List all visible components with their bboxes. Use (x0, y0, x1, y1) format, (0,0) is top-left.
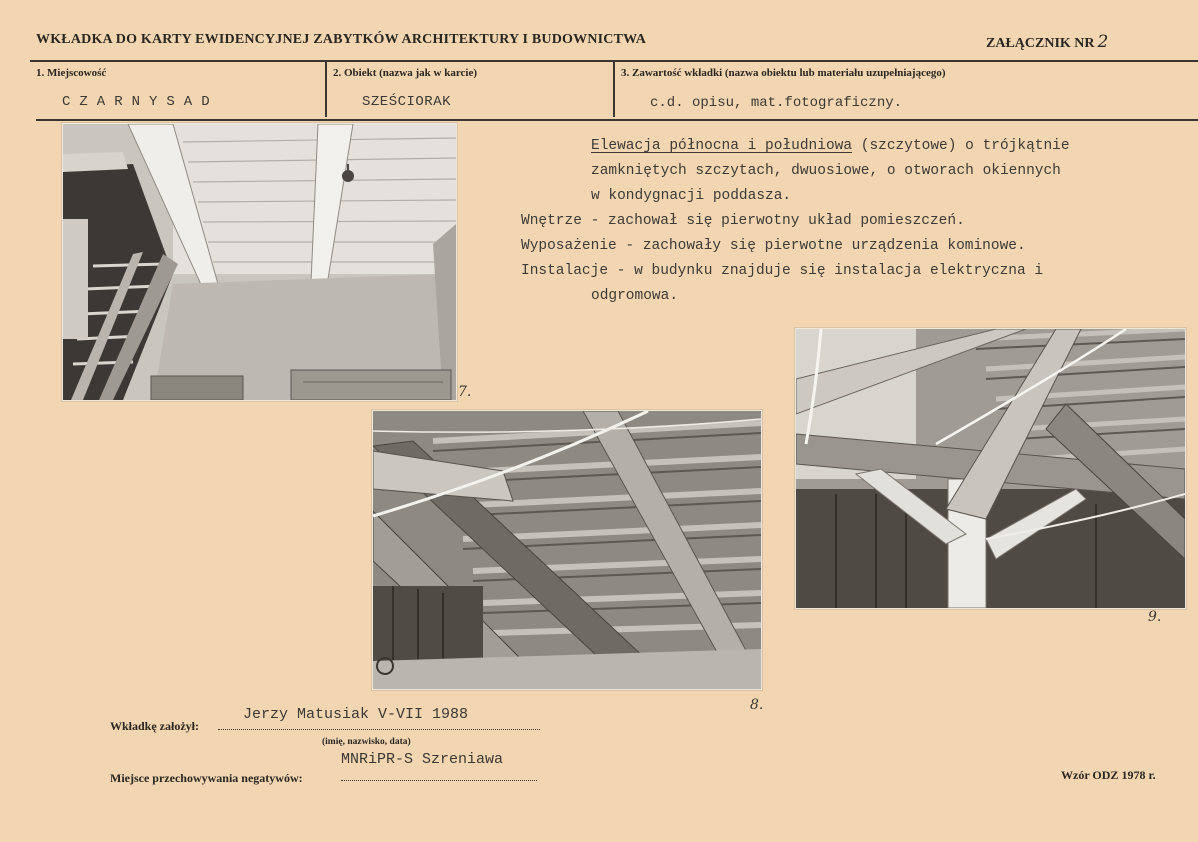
photo-interior-staircase (62, 123, 457, 401)
description-line-6: Instalacje - w budynku znajduje się instalacja elektryczna i (521, 263, 1044, 279)
description-line-5: Wyposażenie - zachowały się pierwotne urządzenia kominowe. (521, 238, 1026, 254)
field-label-locality: 1. Miejscowość (36, 67, 107, 79)
photo-roof-truss (795, 328, 1186, 609)
page-title: WKŁADKA DO KARTY EWIDENCYJNEJ ZABYTKÓW ARCHITEKTURY I BUDOWNICTWA (36, 32, 647, 47)
annex-handwritten-number: 2 (1097, 32, 1109, 52)
photo-interior-staircase-image (63, 124, 456, 400)
header-rule-bottom (36, 119, 1198, 121)
photo-roof-rafters-image (373, 411, 761, 689)
field-label-object: 2. Obiekt (nazwa jak w karcie) (333, 67, 478, 79)
founder-hint: (imię, nazwisko, data) (322, 737, 411, 747)
photo-number-8: 8. (750, 697, 764, 713)
field-label-contents: 3. Zawartość wkładki (nazwa obiektu lub materiału uzupełniającego) (621, 67, 946, 79)
field-value-object: SZEŚCIORAK (362, 94, 452, 110)
field-value-locality: CZARNYSAD (62, 94, 219, 110)
description-line-3: w kondygnacji poddasza. (591, 188, 792, 204)
storage-value: MNRiPR-S Szreniawa (341, 751, 504, 768)
description-line-1-rest: (szczytowe) o trójkątnie (852, 138, 1070, 154)
description-line-4: Wnętrze - zachował się pierwotny układ pomieszczeń. (521, 213, 965, 229)
description-heading: Elewacja północna i południowa (591, 138, 853, 154)
photo-number-7: 7. (458, 384, 472, 400)
field-divider-1 (325, 61, 327, 117)
storage-line (341, 780, 537, 781)
founder-label: Wkładkę założył: (110, 719, 199, 733)
description-line-2: zamkniętych szczytach, dwuosiowe, o otworach okiennych (591, 163, 1061, 179)
form-id: Wzór ODZ 1978 r. (1061, 768, 1156, 782)
founder-line (218, 729, 540, 730)
photo-number-9: 9. (1148, 609, 1162, 625)
description-line-1 (591, 134, 1070, 158)
storage-label: Miejsce przechowywania negatywów: (110, 771, 303, 785)
photo-roof-rafters (372, 410, 762, 690)
field-value-contents: c.d. opisu, mat.fotograficzny. (650, 95, 903, 111)
photo-roof-truss-image (796, 329, 1185, 608)
annex-number (986, 32, 1108, 52)
field-divider-2 (613, 61, 615, 117)
annex-label: ZAŁĄCZNIK NR (986, 36, 1095, 51)
description-line-7: odgromowa. (591, 288, 679, 304)
founder-value: Jerzy Matusiak V-VII 1988 (243, 706, 469, 723)
